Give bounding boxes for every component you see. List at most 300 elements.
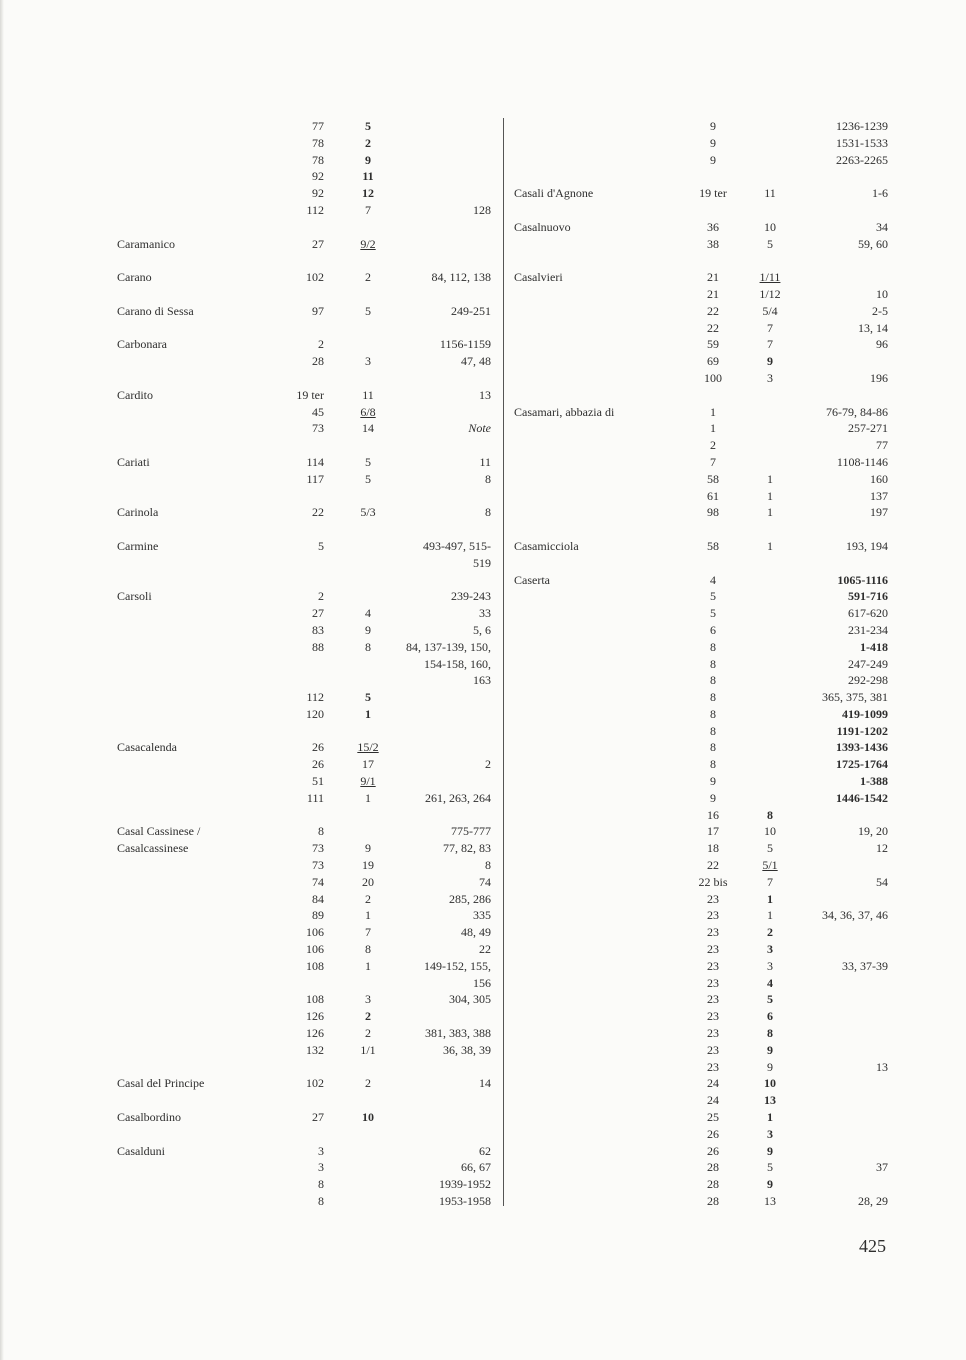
index-entry xyxy=(0,823,500,1058)
volume-number: 26 xyxy=(312,740,324,755)
fascicle-number: 5/3 xyxy=(360,505,376,520)
page-range: 14 xyxy=(479,1076,491,1091)
volume-number: 36 xyxy=(707,219,719,234)
page-range: 12 xyxy=(876,841,888,856)
page-range: 1-6 xyxy=(872,186,888,201)
page-range: 154-158, 160, xyxy=(424,656,491,671)
page-range: 304, 305 xyxy=(449,992,491,1007)
index-row xyxy=(505,118,905,135)
volume-number: 21 xyxy=(707,270,719,285)
fascicle-number: 1/11 xyxy=(759,270,781,285)
volume-number: 58 xyxy=(707,538,719,553)
volume-number: 8 xyxy=(710,740,716,755)
page-range: 156 xyxy=(473,975,491,990)
index-row xyxy=(505,773,905,790)
index-row xyxy=(505,1042,905,1059)
fascicle-number: 9 xyxy=(767,1143,773,1158)
index-row xyxy=(505,437,905,454)
index-row xyxy=(0,605,500,622)
volume-number: 23 xyxy=(707,942,719,957)
place-name: Casacalenda xyxy=(117,740,177,755)
volume-number: 23 xyxy=(707,925,719,940)
index-row xyxy=(505,823,905,840)
fascicle-number: 1 xyxy=(767,908,773,923)
page-range: 160 xyxy=(870,471,888,486)
fascicle-number: 11 xyxy=(362,169,374,184)
volume-number: 8 xyxy=(710,690,716,705)
index-row xyxy=(505,689,905,706)
volume-number: 108 xyxy=(306,958,324,973)
index-entry xyxy=(0,303,500,320)
index-row xyxy=(0,907,500,924)
page-range: 285, 286 xyxy=(449,891,491,906)
fascicle-number: 9/2 xyxy=(360,236,376,251)
page-range: 335 xyxy=(473,908,491,923)
index-row xyxy=(505,941,905,958)
fascicle-number: 9 xyxy=(767,354,773,369)
fascicle-number: 1 xyxy=(365,706,371,721)
volume-number: 112 xyxy=(306,690,324,705)
fascicle-number: 9 xyxy=(365,841,371,856)
fascicle-number: 8 xyxy=(767,807,773,822)
page-range: 33 xyxy=(479,606,491,621)
volume-number: 25 xyxy=(707,1110,719,1125)
volume-number: 69 xyxy=(707,354,719,369)
fascicle-number: 2 xyxy=(365,1009,371,1024)
place-name: Caramanico xyxy=(117,236,175,251)
index-row xyxy=(505,488,905,505)
fascicle-number: 5 xyxy=(365,690,371,705)
fascicle-number: 10 xyxy=(764,1076,776,1091)
volume-number: 9 xyxy=(710,152,716,167)
volume-number: 106 xyxy=(306,942,324,957)
index-row xyxy=(0,236,500,253)
index-row xyxy=(505,1159,905,1176)
volume-number: 23 xyxy=(707,975,719,990)
fascicle-number: 9 xyxy=(365,622,371,637)
index-row xyxy=(0,1075,500,1092)
index-row xyxy=(505,656,905,673)
index-entry xyxy=(0,269,500,286)
index-row xyxy=(0,1109,500,1126)
volume-number: 23 xyxy=(707,1059,719,1074)
fascicle-number: 1 xyxy=(365,908,371,923)
fascicle-number: 10 xyxy=(362,1110,374,1125)
index-row xyxy=(505,185,905,202)
index-row xyxy=(505,1193,905,1210)
index-row xyxy=(0,958,500,975)
index-row xyxy=(505,1092,905,1109)
index-row xyxy=(0,135,500,152)
index-row xyxy=(505,504,905,521)
index-row xyxy=(0,1193,500,1210)
fascicle-number: 3 xyxy=(365,354,371,369)
index-row xyxy=(505,891,905,908)
index-row xyxy=(505,269,905,286)
volume-number: 23 xyxy=(707,1026,719,1041)
page-range: 59, 60 xyxy=(858,236,888,251)
page-range: 196 xyxy=(870,370,888,385)
page-range: 1953-1958 xyxy=(439,1194,491,1208)
fascicle-number: 1 xyxy=(767,505,773,520)
page-range: 62 xyxy=(479,1143,491,1158)
volume-number: 51 xyxy=(312,774,324,789)
volume-number: 6 xyxy=(710,622,716,637)
index-row xyxy=(505,236,905,253)
volume-number: 3 xyxy=(318,1143,324,1158)
page-range: 128 xyxy=(473,202,491,217)
fascicle-number: 20 xyxy=(362,874,374,889)
index-entry xyxy=(0,1143,500,1210)
index-row xyxy=(0,269,500,286)
volume-number: 8 xyxy=(710,723,716,738)
index-row xyxy=(0,622,500,639)
page-range: 28, 29 xyxy=(858,1194,888,1208)
place-name: Caserta xyxy=(514,572,550,587)
volume-number: 28 xyxy=(707,1160,719,1175)
volume-number: 27 xyxy=(312,1110,324,1125)
fascicle-number: 1/12 xyxy=(759,286,781,301)
index-row xyxy=(505,320,905,337)
index-row xyxy=(505,538,905,555)
volume-number: 2 xyxy=(710,438,716,453)
fascicle-number: 9 xyxy=(767,1177,773,1192)
page-range: 775-777 xyxy=(451,824,491,839)
fascicle-number: 2 xyxy=(767,925,773,940)
volume-number: 19 ter xyxy=(296,387,324,402)
index-row xyxy=(505,303,905,320)
volume-number: 23 xyxy=(707,1009,719,1024)
index-row xyxy=(0,185,500,202)
index-row xyxy=(505,1143,905,1160)
volume-number: 23 xyxy=(707,1042,719,1057)
index-row xyxy=(0,471,500,488)
index-row xyxy=(0,202,500,219)
fascicle-number: 12 xyxy=(362,186,374,201)
fascicle-number: 3 xyxy=(365,992,371,1007)
volume-number: 22 bis xyxy=(698,874,728,889)
fascicle-number: 7 xyxy=(767,320,773,335)
page-range: 249-251 xyxy=(451,303,491,318)
index-row xyxy=(505,588,905,605)
volume-number: 74 xyxy=(312,874,324,889)
index-row xyxy=(505,152,905,169)
page-range: 84, 137-139, 150, xyxy=(406,639,491,654)
page-range: 13, 14 xyxy=(858,320,888,335)
page-range: 419-1099 xyxy=(842,706,888,721)
fascicle-number: 6/8 xyxy=(360,404,376,419)
page-range: 10 xyxy=(876,286,888,301)
index-entry xyxy=(505,572,905,1210)
index-row xyxy=(0,1159,500,1176)
index-entry xyxy=(0,1109,500,1126)
place-name: Casal del Principe xyxy=(117,1076,205,1091)
index-row xyxy=(0,706,500,723)
index-row xyxy=(505,991,905,1008)
volume-number: 112 xyxy=(306,202,324,217)
page-range: 5, 6 xyxy=(473,622,491,637)
fascicle-number: 11 xyxy=(362,387,374,402)
volume-number: 8 xyxy=(710,656,716,671)
fascicle-number: 5 xyxy=(365,303,371,318)
volume-number: 3 xyxy=(318,1160,324,1175)
index-row xyxy=(505,420,905,437)
page-range: 34, 36, 37, 46 xyxy=(822,908,888,923)
page-range: 11 xyxy=(479,454,491,469)
volume-number: 26 xyxy=(707,1143,719,1158)
index-row xyxy=(0,168,500,185)
page-range: 96 xyxy=(876,337,888,352)
index-row xyxy=(0,1008,500,1025)
volume-number: 5 xyxy=(710,606,716,621)
index-row xyxy=(0,538,500,555)
volume-number: 73 xyxy=(312,841,324,856)
page-range: 1108-1146 xyxy=(836,454,888,469)
index-row xyxy=(505,672,905,689)
fascicle-number: 5 xyxy=(767,841,773,856)
fascicle-number: 17 xyxy=(362,757,374,772)
fascicle-number: 7 xyxy=(365,202,371,217)
fascicle-number: 1 xyxy=(365,958,371,973)
page-range: 77, 82, 83 xyxy=(443,841,491,856)
page-range: 1156-1159 xyxy=(439,337,491,352)
index-row xyxy=(0,1143,500,1160)
volume-number: 73 xyxy=(312,421,324,436)
index-column-right xyxy=(505,118,905,1227)
page-range: 365, 375, 381 xyxy=(822,690,888,705)
page-range: 1191-1202 xyxy=(836,723,888,738)
page-range: 1393-1436 xyxy=(836,740,888,755)
volume-number: 23 xyxy=(707,891,719,906)
place-name: Cariati xyxy=(117,454,150,469)
index-row xyxy=(0,639,500,656)
volume-number: 28 xyxy=(707,1177,719,1192)
fascicle-number: 11 xyxy=(764,186,776,201)
fascicle-number: 5 xyxy=(767,1160,773,1175)
fascicle-number: 7 xyxy=(767,874,773,889)
fascicle-number: 15/2 xyxy=(357,740,379,755)
index-row xyxy=(505,454,905,471)
index-row xyxy=(0,303,500,320)
volume-number: 22 xyxy=(707,320,719,335)
page-range: 381, 383, 388 xyxy=(425,1026,491,1041)
volume-number: 9 xyxy=(710,790,716,805)
index-row xyxy=(505,1025,905,1042)
index-row xyxy=(0,790,500,807)
index-entry xyxy=(0,236,500,253)
index-entry xyxy=(0,538,500,572)
volume-number: 108 xyxy=(306,992,324,1007)
page-range: 1531-1533 xyxy=(836,135,888,150)
index-row xyxy=(0,353,500,370)
place-name: Carinola xyxy=(117,505,159,520)
volume-number: 8 xyxy=(710,706,716,721)
index-row xyxy=(505,723,905,740)
page-range: 48, 49 xyxy=(461,925,491,940)
volume-number: 2 xyxy=(318,337,324,352)
fascicle-number: 3 xyxy=(767,370,773,385)
volume-number: 84 xyxy=(312,891,324,906)
fascicle-number: 3 xyxy=(767,942,773,957)
index-row xyxy=(0,891,500,908)
page-range: 1939-1952 xyxy=(439,1177,491,1192)
page-range: 8 xyxy=(485,858,491,873)
index-row xyxy=(0,857,500,874)
volume-number: 16 xyxy=(707,807,719,822)
fascicle-number: 1 xyxy=(767,1110,773,1125)
page-range: 66, 67 xyxy=(461,1160,491,1175)
page-range: 1725-1764 xyxy=(836,757,888,772)
index-entry xyxy=(0,454,500,488)
volume-number: 19 ter xyxy=(699,186,727,201)
volume-number: 8 xyxy=(710,757,716,772)
fascicle-number: 8 xyxy=(365,942,371,957)
fascicle-number: 1 xyxy=(365,790,371,805)
page-range: 493-497, 515- xyxy=(423,538,491,553)
volume-number: 77 xyxy=(312,119,324,133)
index-row xyxy=(505,622,905,639)
volume-number: 83 xyxy=(312,622,324,637)
page-range: 8 xyxy=(485,505,491,520)
volume-number: 22 xyxy=(707,858,719,873)
page-range: 1065-1116 xyxy=(837,572,888,587)
fascicle-number: 14 xyxy=(362,421,374,436)
index-column-left xyxy=(0,118,500,1227)
index-row xyxy=(505,1176,905,1193)
fascicle-number: 9 xyxy=(767,1059,773,1074)
volume-number: 126 xyxy=(306,1009,324,1024)
index-row xyxy=(0,924,500,941)
index-entry xyxy=(0,588,500,722)
index-row xyxy=(505,1008,905,1025)
index-row xyxy=(0,454,500,471)
index-row xyxy=(0,1176,500,1193)
page-range: Note xyxy=(468,421,491,436)
volume-number: 38 xyxy=(707,236,719,251)
index-row xyxy=(0,404,500,421)
column-divider xyxy=(503,118,504,1206)
index-row xyxy=(505,857,905,874)
volume-number: 45 xyxy=(312,404,324,419)
volume-number: 8 xyxy=(318,824,324,839)
fascicle-number: 1/1 xyxy=(360,1042,376,1057)
place-name: Casalbordino xyxy=(117,1110,181,1125)
fascicle-number: 5/1 xyxy=(762,858,778,873)
fascicle-number: 9 xyxy=(365,152,371,167)
index-row xyxy=(0,874,500,891)
fascicle-number: 7 xyxy=(767,337,773,352)
page-range: 1-418 xyxy=(860,639,888,654)
page-range: 591-716 xyxy=(848,589,888,604)
fascicle-number: 2 xyxy=(365,270,371,285)
fascicle-number: 2 xyxy=(365,1026,371,1041)
page-range: 292-298 xyxy=(848,673,888,688)
place-name: Casamari, abbazia di xyxy=(514,404,615,419)
page-range: 54 xyxy=(876,874,888,889)
index-row xyxy=(505,1126,905,1143)
index-row xyxy=(505,1109,905,1126)
fascicle-number: 19 xyxy=(362,858,374,873)
volume-number: 9 xyxy=(710,119,716,133)
index-entry xyxy=(0,504,500,521)
volume-number: 1 xyxy=(710,404,716,419)
index-row xyxy=(505,739,905,756)
index-entry xyxy=(0,387,500,437)
index-row xyxy=(505,840,905,857)
page-range: 193, 194 xyxy=(846,538,888,553)
page-range: 231-234 xyxy=(848,622,888,637)
fascicle-number: 9 xyxy=(767,1042,773,1057)
fascicle-number: 10 xyxy=(764,219,776,234)
fascicle-number: 2 xyxy=(365,1076,371,1091)
page-range: 239-243 xyxy=(451,589,491,604)
index-row xyxy=(505,639,905,656)
page-range: 34 xyxy=(876,219,888,234)
index-row xyxy=(0,823,500,840)
volume-number: 22 xyxy=(707,303,719,318)
page-range: 149-152, 155, xyxy=(424,958,491,973)
index-row xyxy=(0,689,500,706)
index-row xyxy=(0,672,500,689)
page-range: 22 xyxy=(479,942,491,957)
index-row xyxy=(0,152,500,169)
page-range: 197 xyxy=(870,505,888,520)
index-entry xyxy=(505,185,905,202)
volume-number: 106 xyxy=(306,925,324,940)
index-entry xyxy=(505,118,905,168)
index-row xyxy=(0,975,500,992)
index-row xyxy=(505,1059,905,1076)
index-entry xyxy=(505,269,905,387)
place-name: Casalvieri xyxy=(514,270,563,285)
fascicle-number: 1 xyxy=(767,471,773,486)
fascicle-number: 3 xyxy=(767,958,773,973)
index-row xyxy=(505,404,905,421)
volume-number: 23 xyxy=(707,992,719,1007)
volume-number: 24 xyxy=(707,1076,719,1091)
fascicle-number: 5 xyxy=(365,454,371,469)
index-entry xyxy=(505,404,905,522)
page-range: 13 xyxy=(479,387,491,402)
page-range: 19, 20 xyxy=(858,824,888,839)
page-range: 2-5 xyxy=(872,303,888,318)
volume-number: 2 xyxy=(318,589,324,604)
index-row xyxy=(0,336,500,353)
volume-number: 27 xyxy=(312,236,324,251)
page-range: 77 xyxy=(876,438,888,453)
page-range: 1-388 xyxy=(860,774,888,789)
volume-number: 27 xyxy=(312,606,324,621)
fascicle-number: 7 xyxy=(365,925,371,940)
index-row xyxy=(0,991,500,1008)
page-number: 425 xyxy=(859,1236,886,1256)
index-row xyxy=(0,756,500,773)
index-entry xyxy=(0,118,500,219)
page-range: 76-79, 84-86 xyxy=(826,404,888,419)
volume-number: 58 xyxy=(707,471,719,486)
index-row xyxy=(0,656,500,673)
place-name: Carano di Sessa xyxy=(117,303,194,318)
volume-number: 98 xyxy=(707,505,719,520)
place-name: Casalnuovo xyxy=(514,219,571,234)
page-range: 2263-2265 xyxy=(836,152,888,167)
index-row xyxy=(0,420,500,437)
place-name: Cardito xyxy=(117,387,153,402)
index-row xyxy=(505,907,905,924)
fascicle-number: 6 xyxy=(767,1009,773,1024)
index-row xyxy=(505,135,905,152)
volume-number: 78 xyxy=(312,152,324,167)
